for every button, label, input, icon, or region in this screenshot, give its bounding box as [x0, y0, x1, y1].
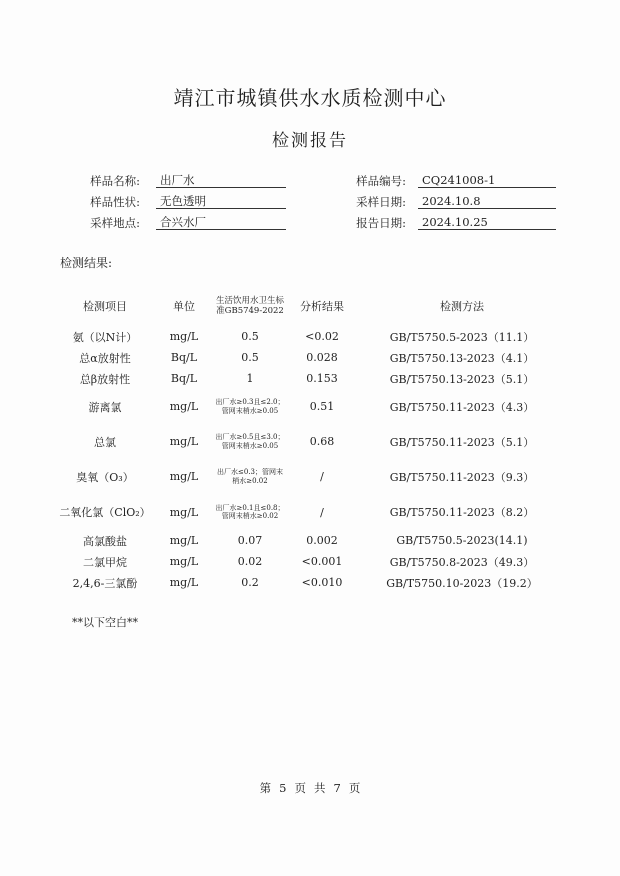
row-result: 0.51	[309, 400, 335, 413]
organization-title: 靖江市城镇供水水质检测中心	[173, 86, 447, 110]
row-result: /	[320, 505, 324, 519]
row-unit: mg/L	[169, 576, 199, 589]
row-standard: 0.5	[241, 330, 259, 343]
table-row	[56, 424, 566, 459]
sample-number-row	[326, 173, 566, 191]
row-item: 氨（以N计）	[72, 330, 138, 344]
row-unit: mg/L	[169, 435, 199, 448]
total-prefix: 共	[314, 781, 326, 795]
sample-property-row	[60, 194, 300, 212]
sampling-location-row	[60, 215, 300, 233]
row-result: 0.002	[306, 534, 338, 547]
row-item: 总α放射性	[79, 351, 131, 365]
report-date-value: 2024.10.25	[418, 215, 556, 230]
results-heading: 检测结果:	[60, 256, 113, 270]
sampling-location-value: 合兴水厂	[156, 215, 286, 230]
sample-name-label: 样品名称:	[90, 174, 140, 188]
row-unit: mg/L	[169, 470, 199, 483]
row-method: GB/T5750.13-2023（4.1）	[389, 351, 535, 365]
col-header-item: 检测项目	[83, 300, 127, 313]
results-table	[56, 286, 566, 593]
row-method: GB/T5750.11-2023（5.1）	[389, 435, 535, 449]
row-method: GB/T5750.11-2023（4.3）	[389, 400, 535, 414]
sampling-location-label: 采样地点:	[90, 216, 140, 230]
row-item: 高氯酸盐	[83, 534, 127, 548]
row-result: <0.02	[305, 330, 339, 343]
row-standard: 0.5	[241, 351, 259, 364]
row-item: 2,4,6-三氯酚	[72, 576, 138, 590]
sample-property-label: 样品性状:	[90, 195, 140, 209]
table-row	[56, 551, 566, 572]
table-row	[56, 368, 566, 389]
table-row	[56, 389, 566, 424]
row-unit: Bq/L	[170, 372, 198, 385]
table-row	[56, 572, 566, 593]
report-date-label: 报告日期:	[356, 216, 406, 230]
sample-name-value: 出厂水	[156, 173, 286, 188]
row-standard: 出厂水≤0.3；管网末梢水≥0.02	[217, 468, 283, 485]
row-result: /	[320, 470, 324, 483]
sampling-date-label: 采样日期:	[356, 195, 406, 209]
table-row	[56, 347, 566, 368]
table-row	[56, 326, 566, 347]
sample-number-value: CQ241008-1	[418, 173, 556, 188]
row-result: 0.028	[306, 351, 338, 364]
row-standard: 出厂水≥0.1且≤0.8；管网末梢水≥0.02	[215, 503, 285, 520]
row-result: <0.010	[301, 576, 343, 589]
row-method: GB/T5750.11-2023（9.3）	[389, 470, 535, 484]
row-standard: 0.2	[241, 576, 259, 589]
total-pages: 7	[333, 781, 341, 795]
row-unit: mg/L	[169, 400, 199, 413]
page-number: 5	[279, 781, 287, 795]
row-method: GB/T5750.5-2023(14.1)	[396, 534, 528, 547]
sample-name-row	[60, 173, 300, 191]
row-result: 0.153	[306, 372, 338, 385]
table-row	[56, 494, 566, 530]
table-row	[56, 459, 566, 494]
end-of-results-note: **以下空白**	[72, 616, 138, 629]
table-row	[56, 530, 566, 551]
row-unit: mg/L	[169, 505, 199, 519]
sampling-date-row	[326, 194, 566, 212]
total-unit: 页	[348, 781, 361, 795]
row-item: 二氧化氯（ClO₂）	[59, 506, 151, 519]
report-date-row	[326, 215, 566, 233]
row-item: 总氯	[94, 435, 116, 449]
col-header-method: 检测方法	[440, 300, 484, 313]
row-item: 游离氯	[88, 400, 122, 414]
results-header-row	[56, 286, 566, 326]
sample-property-value: 无色透明	[156, 194, 286, 209]
report-title: 检测报告	[272, 131, 348, 151]
row-item: 二氯甲烷	[83, 555, 127, 569]
row-result: <0.001	[301, 555, 343, 568]
row-method: GB/T5750.5-2023（11.1）	[389, 330, 535, 344]
row-unit: mg/L	[169, 534, 199, 547]
row-item: 臭氧（O₃）	[76, 470, 134, 484]
page-unit: 页	[294, 781, 306, 795]
col-header-unit: 单位	[173, 300, 195, 313]
sample-number-label: 样品编号:	[356, 174, 406, 188]
row-method: GB/T5750.11-2023（8.2）	[389, 506, 535, 519]
row-method: GB/T5750.10-2023（19.2）	[386, 576, 538, 590]
row-method: GB/T5750.13-2023（5.1）	[389, 372, 535, 386]
sampling-date-value: 2024.10.8	[418, 194, 556, 209]
row-standard: 0.07	[237, 534, 263, 547]
row-standard: 出厂水≥0.3且≤2.0；管网末梢水≥0.05	[215, 398, 285, 415]
row-unit: mg/L	[169, 330, 199, 343]
row-standard: 0.02	[237, 555, 263, 568]
row-standard: 出厂水≥0.5且≤3.0；管网末梢水≥0.05	[215, 433, 285, 450]
row-item: 总β放射性	[79, 372, 131, 386]
row-unit: Bq/L	[170, 351, 198, 364]
page-prefix: 第	[259, 781, 272, 795]
row-result: 0.68	[309, 435, 335, 448]
page-footer	[0, 780, 620, 796]
col-header-result: 分析结果	[300, 300, 344, 313]
row-method: GB/T5750.8-2023（49.3）	[389, 555, 535, 569]
row-unit: mg/L	[169, 555, 199, 568]
row-standard: 1	[246, 372, 254, 385]
col-header-standard: 生活饮用水卫生标准GB5749-2022	[215, 296, 284, 316]
